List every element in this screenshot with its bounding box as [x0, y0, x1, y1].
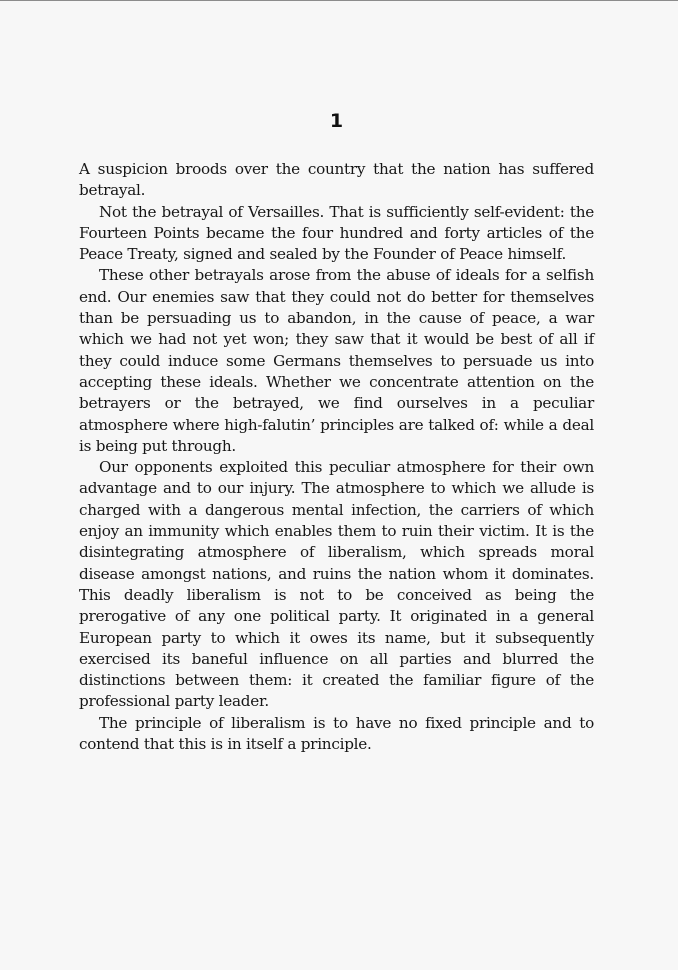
document-page	[79, 107, 594, 755]
paragraph-4: Our opponents exploited this peculiar atmosphere for their own advantage and to our injury. The atmosphere to which we allude is charged with a dangerous mental infection, the carriers of which enjoy an immunity which enables them to ruin their victim. It is the disintegrating atmosphere of liberalism, which spreads moral disease amongst nations, and ruins the nation whom it dominates. This deadly liberalism is not to be conceived as being the prerogative of any one political party. It originated in a general European party to which it owes its name, but it subsequently exercised its baneful influence on all parties and blurred the distinctions between them: it created the familiar figure of the professional party leader.	[79, 458, 594, 711]
paragraph-3: These other betrayals arose from the abuse of ideals for a selfish end. Our enemies saw that they could not do better for themselves than be persuading us to abandon, in the cause of peace, a war which we had not yet won; they saw that it would be best of all if they could induce some Germans themselves to persuade us into accepting these ideals. Whether we concentrate attention on the betrayers or the betrayed, we find ourselves in a peculiar atmosphere where high-falutin’ principles are talked of: while a deal is being put through.	[79, 266, 594, 455]
chapter-number: 1	[329, 110, 344, 132]
paragraph-5: The principle of liberalism is to have no fixed principle and to contend that this is in itself a principle.	[79, 713, 594, 754]
paragraph-2: Not the betrayal of Versailles. That is sufficiently self-evident: the Fourteen Points became the four hundred and forty articles of the Peace Treaty, signed and sealed by the Founder of Peace himself.	[79, 202, 594, 264]
paragraph-1: A suspicion broods over the country that the nation has suffered betrayal.	[79, 160, 594, 200]
